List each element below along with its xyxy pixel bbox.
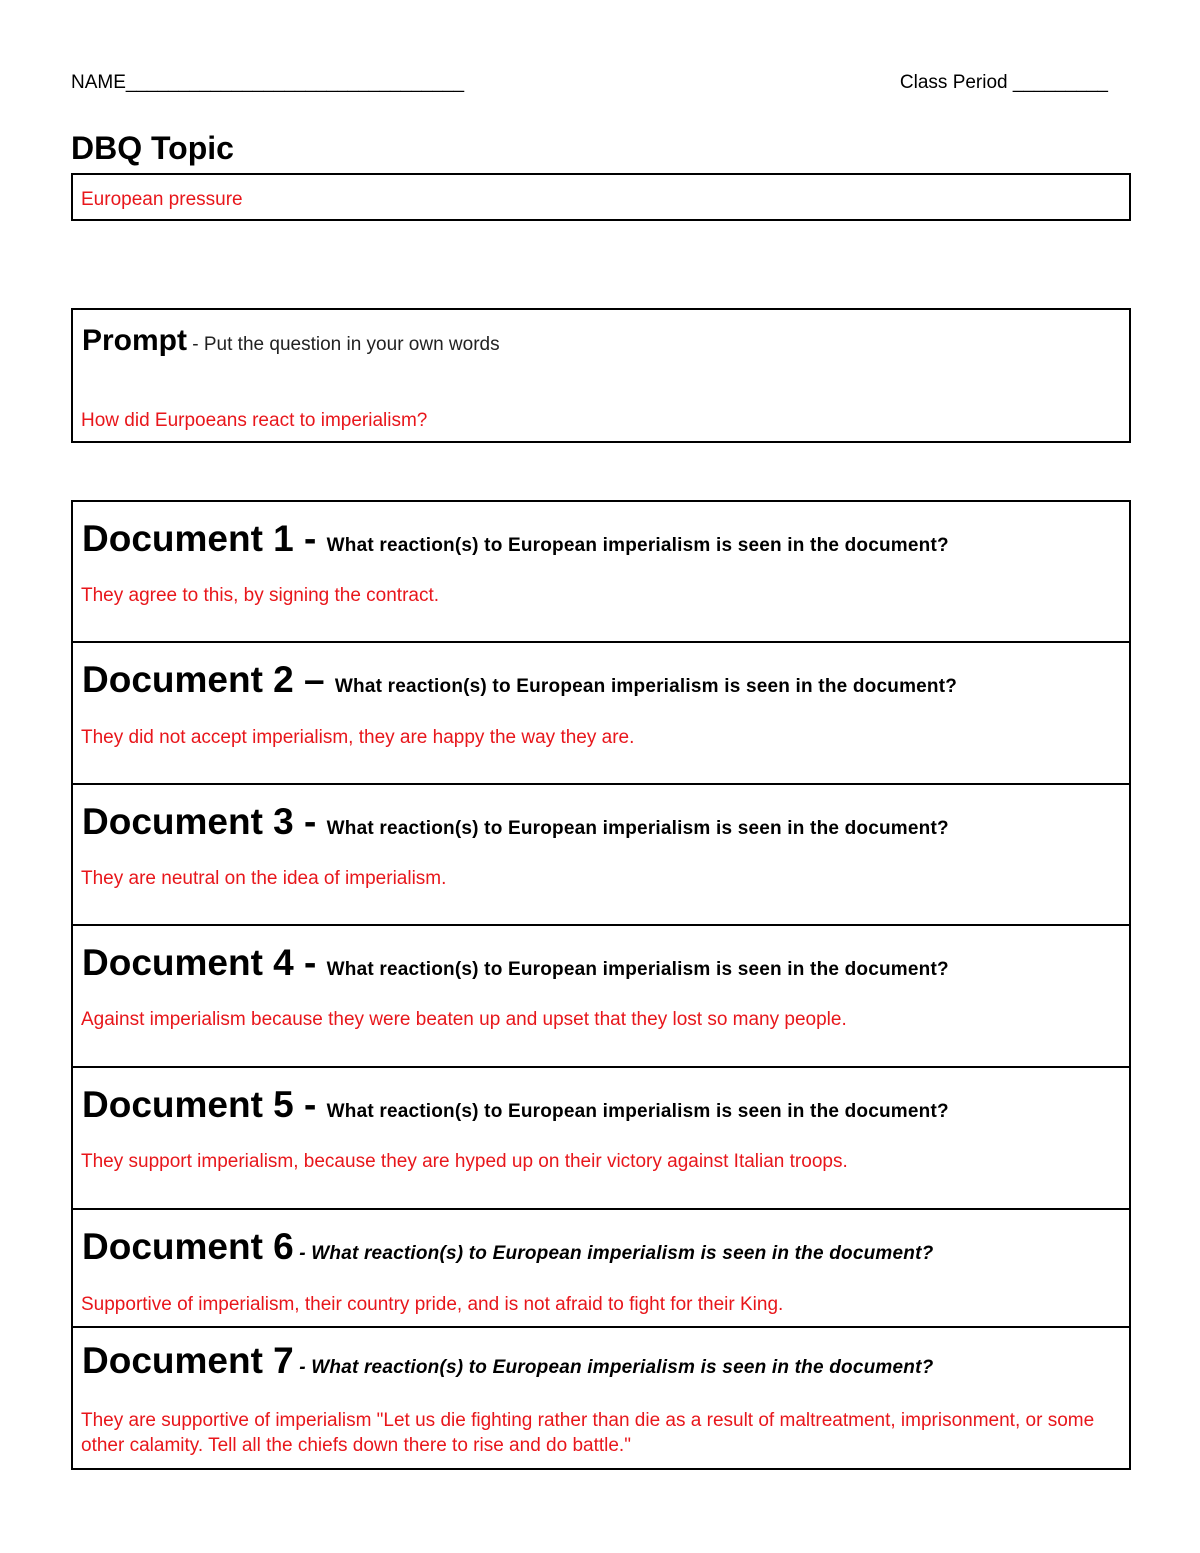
document-question: What reaction(s) to European imperialism is seen in the document? bbox=[334, 676, 958, 697]
document-answer: They support imperialism, because they are hyped up on their victory against Italian troops. bbox=[81, 1151, 848, 1172]
document-title: Document 2 – bbox=[82, 659, 335, 700]
document-title: Document 1 - bbox=[82, 518, 327, 559]
document-question: What reaction(s) to European imperialism is seen in the document? bbox=[326, 535, 949, 556]
prompt-instruction: - Put the question in your own words bbox=[187, 334, 500, 355]
document-row[interactable] bbox=[73, 1210, 1129, 1328]
document-row[interactable] bbox=[73, 643, 1129, 785]
document-answer: They are neutral on the idea of imperialism. bbox=[81, 868, 447, 889]
document-heading bbox=[82, 659, 957, 701]
document-heading bbox=[82, 518, 949, 560]
document-row[interactable] bbox=[73, 785, 1129, 926]
header bbox=[71, 72, 1108, 98]
dbq-topic-heading: DBQ Topic bbox=[71, 130, 234, 166]
document-question: - What reaction(s) to European imperialism is seen in the document? bbox=[293, 1243, 934, 1264]
document-title: Document 5 - bbox=[82, 1084, 327, 1125]
document-heading bbox=[82, 942, 949, 984]
prompt-answer: How did Eurpoeans react to imperialism? bbox=[81, 410, 428, 431]
prompt-title: Prompt bbox=[82, 324, 187, 357]
document-answer: Supportive of imperialism, their country pride, and is not afraid to fight for their King. bbox=[81, 1294, 784, 1315]
document-answer: They are supportive of imperialism "Let us die fighting rather than die as a result of maltreatment, imprisonment, or some other calamity. Tell all the chiefs down there to rise and do battle." bbox=[81, 1410, 1095, 1456]
prompt-heading bbox=[82, 324, 500, 358]
document-heading bbox=[82, 1084, 949, 1126]
document-heading bbox=[82, 1226, 933, 1268]
document-row[interactable] bbox=[73, 1328, 1129, 1468]
document-heading bbox=[82, 1340, 933, 1382]
document-answer: Against imperialism because they were beaten up and upset that they lost so many people. bbox=[81, 1009, 847, 1030]
prompt-box[interactable] bbox=[71, 308, 1131, 443]
name-field[interactable]: NAME________________________________ bbox=[71, 72, 465, 93]
topic-answer-box[interactable] bbox=[71, 173, 1131, 221]
document-row[interactable] bbox=[73, 1068, 1129, 1210]
document-title: Document 4 - bbox=[82, 942, 327, 983]
document-question: - What reaction(s) to European imperialism is seen in the document? bbox=[293, 1357, 934, 1378]
document-answer: They agree to this, by signing the contract. bbox=[81, 585, 440, 606]
document-answer: They did not accept imperialism, they are happy the way they are. bbox=[81, 727, 635, 748]
document-question: What reaction(s) to European imperialism is seen in the document? bbox=[326, 959, 949, 980]
document-row[interactable] bbox=[73, 502, 1129, 643]
document-heading bbox=[82, 801, 949, 843]
class-period-field[interactable]: Class Period _________ bbox=[899, 72, 1108, 93]
document-title: Document 3 - bbox=[82, 801, 327, 842]
document-question: What reaction(s) to European imperialism is seen in the document? bbox=[326, 818, 949, 839]
document-row[interactable] bbox=[73, 926, 1129, 1068]
document-title: Document 6 bbox=[82, 1226, 294, 1267]
topic-answer: European pressure bbox=[81, 189, 243, 210]
document-title: Document 7 bbox=[82, 1340, 294, 1381]
document-question: What reaction(s) to European imperialism is seen in the document? bbox=[326, 1101, 949, 1122]
documents-table bbox=[71, 500, 1131, 1470]
